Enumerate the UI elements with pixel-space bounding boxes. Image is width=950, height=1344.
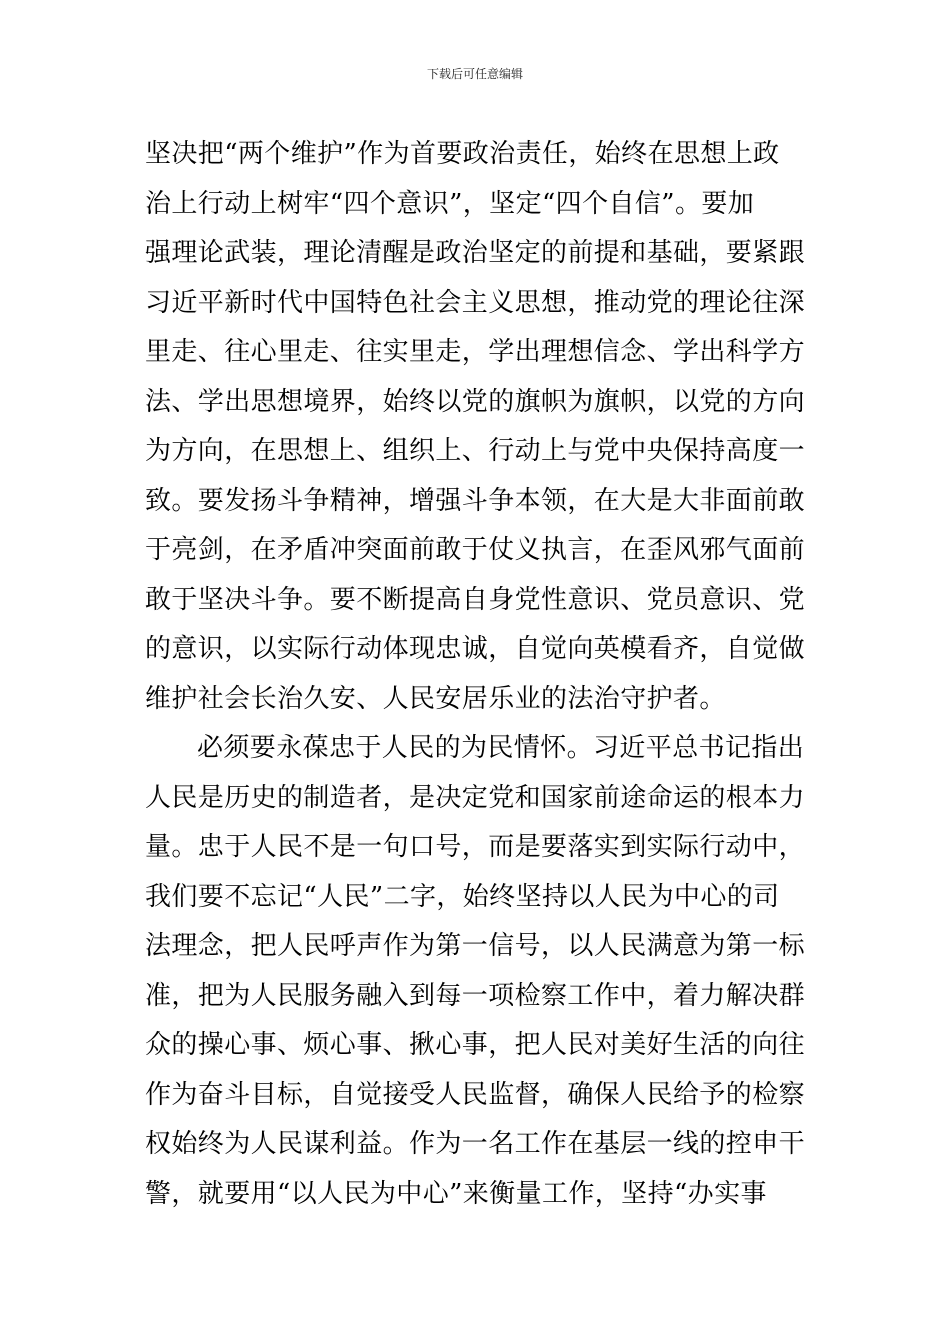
page-header-note: 下载后可任意编辑	[426, 67, 523, 81]
text-line: 法、学出思想境界，始终以党的旗帜为旗帜，以党的方向	[145, 386, 806, 417]
text-line: 敢于坚决斗争。要不断提高自身党性意识、党员意识、党	[145, 584, 806, 615]
paragraph-first-line: 必须要永葆忠于人民的为民情怀。习近平总书记指出	[197, 733, 805, 763]
text-line: 权始终为人民谋利益。作为一名工作在基层一线的控申干	[145, 1129, 806, 1159]
text-line: 作为奋斗目标，自觉接受人民监督，确保人民给予的检察	[145, 1079, 806, 1110]
text-line: 准，把为人民服务融入到每一项检察工作中，着力解决群	[145, 980, 806, 1011]
text-line: 量。忠于人民不是一句口号，而是要落实到实际行动中，	[145, 832, 806, 862]
text-line: 致。要发扬斗争精神，增强斗争本领，在大是大非面前敢	[145, 485, 806, 516]
text-line: 警，就要用“以人民为中心”来衡量工作，坚持“办实事	[145, 1178, 767, 1209]
text-line: 人民是历史的制造者，是决定党和国家前途命运的根本力	[145, 782, 806, 813]
text-line: 的意识，以实际行动体现忠诚，自觉向英模看齐，自觉做	[145, 634, 806, 664]
document-body	[145, 130, 807, 1219]
text-line: 强理论武装，理论清醒是政治坚定的前提和基础，要紧跟	[145, 238, 806, 268]
text-line: 众的操心事、烦心事、揪心事，把人民对美好生活的向往	[145, 1030, 806, 1060]
text-line: 维护社会长治久安、人民安居乐业的法治守护者。	[145, 683, 726, 714]
text-line: 治上行动上树牢“四个意识”，坚定“四个自信”。要加	[145, 188, 755, 219]
text-line: 为方向，在思想上、组织上、行动上与党中央保持高度一	[145, 436, 806, 466]
text-line: 于亮剑，在矛盾冲突面前敢于仗义执言，在歪风邪气面前	[145, 535, 806, 565]
text-line: 坚决把“两个维护”作为首要政治责任，始终在思想上政	[145, 139, 780, 169]
text-line: 我们要不忘记“人民”二字，始终坚持以人民为中心的司	[145, 881, 780, 912]
text-line: 法理念，把人民呼声作为第一信号，以人民满意为第一标	[145, 931, 806, 961]
text-line: 习近平新时代中国特色社会主义思想，推动党的理论往深	[145, 287, 806, 318]
text-line: 里走、往心里走、往实里走，学出理想信念、学出科学方	[145, 337, 806, 367]
